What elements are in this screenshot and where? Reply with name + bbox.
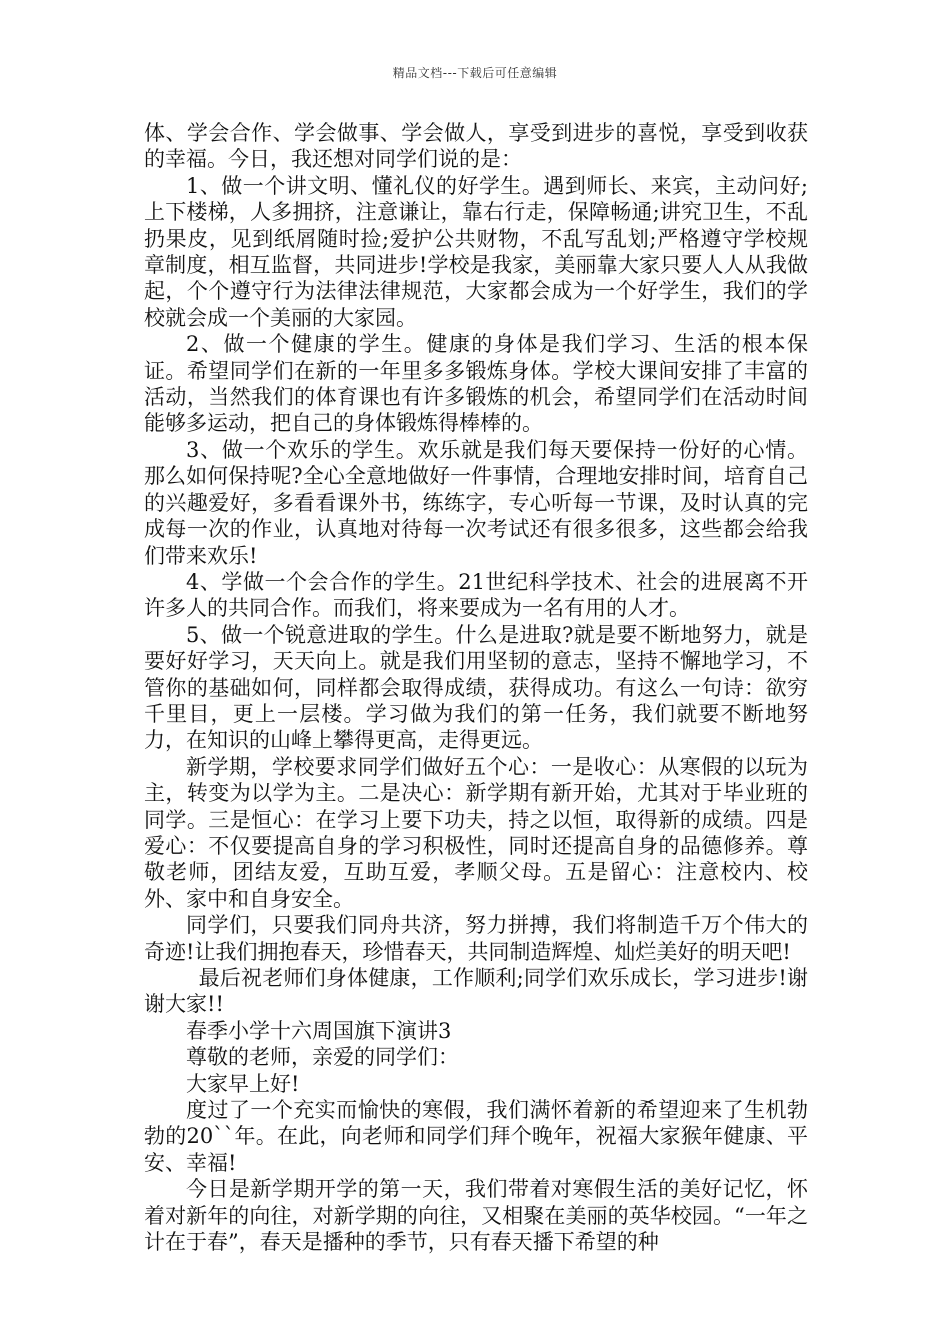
paragraph: 3、做一个欢乐的学生。欢乐就是我们每天要保持一份好的心情。那么如何保持呢?全心全意地做好一件事情，合理地安排时间，培育自己的兴趣爱好，多看看课外书，练练字，专心听每一节课，及时认真的完成每一次的作业，认真地对待每一次考试还有很多很多，这些都会给我们带来欢乐!: [144, 437, 808, 568]
paragraph: 2、做一个健康的学生。健康的身体是我们学习、生活的根本保证。希望同学们在新的一年里多多锻炼身体。学校大课间安排了丰富的活动，当然我们的体育课也有许多锻炼的机会，希望同学们在活动时间能够多运动，把自己的身体锻炼得棒棒的。: [144, 332, 808, 436]
paragraph: 体、学会合作、学会做事、学会做人，享受到进步的喜悦，享受到收获的幸福。今日，我还想对同学们说的是：: [144, 121, 808, 172]
paragraph: 4、学做一个会合作的学生。21世纪科学技术、社会的进展离不开许多人的共同合作。而我们，将来要成为一名有用的人才。: [144, 569, 808, 621]
paragraph: 度过了一个充实而愉快的寒假，我们满怀着新的希望迎来了生机勃勃的20``年。在此，向老师和同学们拜个晚年，祝福大家猴年健康、平安、幸福!: [144, 1098, 808, 1175]
paragraph: 5、做一个锐意进取的学生。什么是进取?就是要不断地努力，就是要好好学习，天天向上。就是我们用坚韧的意志，坚持不懈地学习，不管你的基础如何，同样都会取得成绩，获得成功。有这么一句诗：欲穷千里目，更上一层楼。学习做为我们的第一任务，我们就要不断地努力，在知识的山峰上攀得更高，走得更远。: [144, 622, 808, 753]
document-body: [144, 120, 808, 1255]
greeting: 大家早上好!: [186, 1071, 300, 1096]
paragraph: 今日是新学期开学的第一天，我们带着对寒假生活的美好记忆，怀着对新年的向往，对新学期的向往，又相聚在美丽的英华校园。“一年之计在于春”，春天是播种的季节，只有春天播下希望的种: [144, 1177, 808, 1255]
paragraph: 同学们，只要我们同舟共济，努力拼搏，我们将制造千万个伟大的奇迹!让我们拥抱春天，珍惜春天，共同制造辉煌、灿烂美好的明天吧!: [144, 913, 808, 964]
page-header: 精品文档---下载后可任意编辑: [392, 66, 558, 80]
salutation: 尊敬的老师，亲爱的同学们：: [186, 1045, 459, 1070]
section-title: 春季小学十六周国旗下演讲3: [186, 1018, 452, 1043]
paragraph: 最后祝老师们身体健康，工作顺利;同学们欢乐成长，学习进步!谢谢大家!!: [144, 966, 808, 1017]
paragraph: 1、做一个讲文明、懂礼仪的好学生。遇到师长、来宾，主动问好;上下楼梯，人多拥挤，注意谦让，靠右行走，保障畅通;讲究卫生，不乱扔果皮，见到纸屑随时捡;爱护公共财物，不乱写乱划;严格遵守学校规章制度，相互监督，共同进步!学校是我家，美丽靠大家只要人人从我做起，个个遵守行为法律法律规范，大家都会成为一个好学生，我们的学校就会成一个美丽的大家园。: [144, 173, 808, 330]
paragraph: 新学期，学校要求同学们做好五个心：一是收心：从寒假的以玩为主，转变为以学为主。二是决心：新学期有新开始，尤其对于毕业班的同学。三是恒心：在学习上要下功夫，持之以恒，取得新的成绩。四是爱心：不仅要提高自身的学习积极性，同时还提高自身的品德修养。尊敬老师，团结友爱，互助互爱，孝顺父母。五是留心：注意校内、校外、家中和自身安全。: [144, 754, 808, 911]
